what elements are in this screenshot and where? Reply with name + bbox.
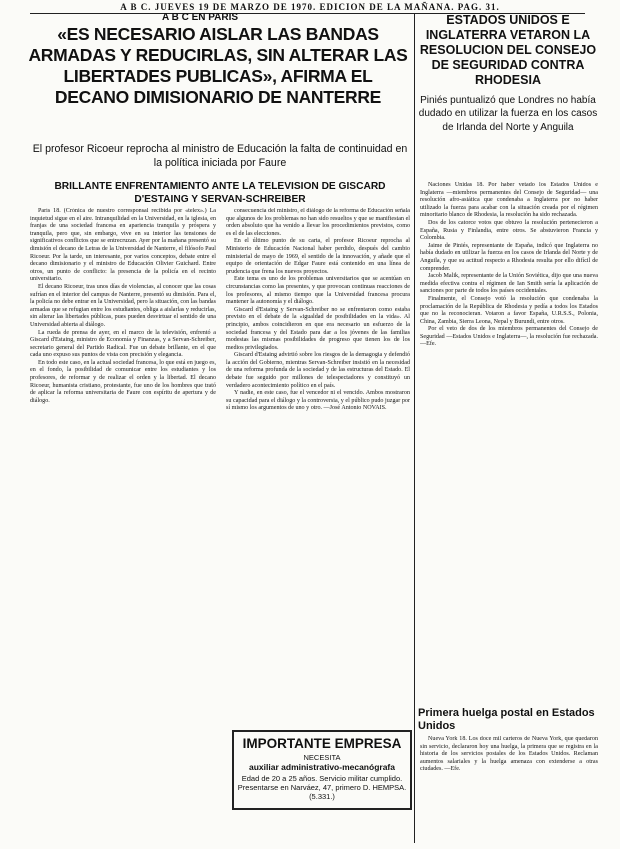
paragraph: Dos de los catorce votos que obtuvo la resolución pertenecieron a España, Rusia y Finlandia, entre otros. Se abstuvieron Francia y Colombia. xyxy=(420,219,598,242)
column-divider xyxy=(414,13,415,843)
paragraph: Giscard d'Estaing y Servan-Schreiber no se enfrentaron como estaba previsto en el debate de la «igualdad de posibilidades en la vida». Al principio, ambos coincidieron en que era necesario un esfuerzo de la sociedad francesa y del Estado para dar a los jóvenes de las familias modestas las mismas posibilidades de progreso que tienen los de los medios privilegiados. xyxy=(226,306,410,351)
right-subtitle: Piniés puntualizó que Londres no había dudado en utilizar la fuerza en los casos de Irlanda del Norte y Anguila xyxy=(418,95,598,133)
right-headline: ESTADOS UNIDOS E INGLATERRA VETARON LA RESOLUCION DEL CONSEJO DE SEGURIDAD CONTRA RHODESIA xyxy=(419,13,597,87)
paragraph: En todo este caso, en la actual sociedad francesa, lo que está en juego es, en el fondo, la posibilidad de comunicar entre los estudiantes y los profesores, de reformar y de realizar el orden y la libertad. El decano Ricoeur, humanista cristiano, protestante, fue uno de los hombres que trató de aplicar la reforma universitaria de Faure con espíritu de apertura y de diálogo. xyxy=(30,359,216,404)
main-column-1 xyxy=(30,208,216,848)
page-header: A B C. JUEVES 19 DE MARZO DE 1970. EDICION DE LA MAÑANA. PAG. 31. xyxy=(120,2,500,12)
paragraph: En el último punto de su carta, el profesor Ricoeur reprocha al Ministerio de Educación Nacional haber perdido, después del cambio ministerial de mayo de 1969, el sentido de la innovación, y añade que el equipo de orientación de Edgar Faure está contenido en una línea de prudencia que frena los nuevos proyectos. xyxy=(226,238,410,275)
paragraph: Naciones Unidas 18. Por haber vetado los Estados Unidos e Inglaterra —miembros permanentes del Consejo de Seguridad— una resolución afro-asiática que condenaba a Inglaterra por no haber utilizado la fuerza para acabar con la situación creada por el régimen minoritario blanco de Rhodesia, la resolución ha sido rechazada. xyxy=(420,182,598,219)
paragraph: Giscard d'Estaing advirtió sobre los riesgos de la demagogia y defendió la acción del Gobierno, mientras Servan-Schreiber insistió en la necesidad de una reforma profunda de la sociedad y de las estructuras del Estado. El debate fue seguido por millones de telespectadores y constituyó un verdadero acontecimiento político en el país. xyxy=(226,352,410,389)
paragraph: Finalmente, el Consejo votó la resolución que condenaba la proclamación de la República de Rhodesia y pedía a todos los Estados que no la reconocieran. Votaron a favor España, U.R.S.S., Polonia, China, Zambia, Sierra Leona, Nepal y Burundi, entre otros. xyxy=(420,295,598,325)
section-label: A B C EN PARIS xyxy=(161,12,239,23)
paragraph: Jaime de Piniés, representante de España, indicó que Inglaterra no había dudado en utilizar la fuerza en los casos de Irlanda del Norte y de Anguila, y que su actitud respecto a Rhodesia resulta por ello difícil de comprender. xyxy=(420,242,598,272)
main-subtitle: El profesor Ricoeur reprocha al ministro de Educación la falta de continuidad en la política iniciada por Faure xyxy=(32,143,408,169)
ad-title: IMPORTANTE EMPRESA xyxy=(242,736,402,751)
main-column-2 xyxy=(226,208,410,724)
ad-line-1: NECESITA xyxy=(303,753,341,762)
paragraph: Nueva York 18. Los doce mil carteros de Nueva York, que quedaron sin servicio, declararon hoy una huelga, la primera que se registra en la historia de los servicios postales de los Estados Unidos. Reclaman aumentos salariales y la huelga amenaza con extenderse a otras ciudades. —Efe. xyxy=(420,736,598,773)
ad-line-2: auxiliar administrativo-mecanógrafa xyxy=(249,762,395,772)
main-headline: «ES NECESARIO AISLAR LAS BANDAS ARMADAS Y REDUCIRLAS, SIN ALTERAR LAS LIBERTADES PUBLICAS», AFIRMA EL DECANO DIMISIONARIO DE NANTERRE xyxy=(28,24,408,107)
paragraph: Por el veto de dos de los miembros permanentes del Consejo de Seguridad —Estados Unidos e Inglaterra—, la resolución fue rechazada. —Efe. xyxy=(420,326,598,348)
paragraph: Y nadie, en este caso, fue el vencedor ni el vencido. Ambos mostraron su capacidad para el diálogo y la controversia, y el público pudo juzgar por sí mismo los argumentos de uno y otro. —José Antonio NOVAIS. xyxy=(226,390,410,412)
paragraph: La rueda de prensa de ayer, en el marco de la televisión, enfrentó a Giscard d'Estaing, ministro de Economía y Finanzas, y a Servan-Schreiber, secretario general del Partido Radical. Fue un debate brillante, en el que cada uno expuso sus puntos de vista con precisión y elegancia. xyxy=(30,329,216,359)
paragraph: El decano Ricoeur, tras unos días de violencias, al conocer que las cosas sufrían en el interior del campus de Nanterre, presentó su dimisión. Para el, la policía no debe entrar en la Universidad, pero la situación, con las bandas armadas que se refugian entre los estudiantes, obliga a aislarlas y reducirlas, sin alterar las libertades públicas, pues pueden desvirtuar el sentido de una Universidad abierta al diálogo. xyxy=(30,283,216,328)
right-column xyxy=(420,182,598,702)
main-subtitle-2: BRILLANTE ENFRENTAMIENTO ANTE LA TELEVISION DE GISCARD D'ESTAING Y SERVAN-SCHREIBER xyxy=(54,181,386,205)
classified-ad xyxy=(232,730,412,810)
paragraph: París 18. (Crónica de nuestro corresponsal recibida por «telex».) La inquietud sigue en el aire. Intranquilidad en la Universidad, en la iglesia, en franjas de una sociedad francesa en apariencia tranquila y próspera y tranquila, pero que, sin embargo, vive en su interior las tensiones de significativos conflictos que se entrecruzan. Ayer por la mañana presentó su dimisión el decano de Letras de la Universidad de Nanterre, el filósofo Paul Ricoeur. Por la tarde, un interesante, por varios conceptos, debate entre el decano dimisionario y el ministro de Educación Olivier Guichard. Entre otros, un punto de conflicto: la presencia de la policía en el recinto universitario. xyxy=(30,208,216,283)
paragraph: Este tema es uno de los problemas universitarios que se acentúan en circunstancias como las presentes, y que provocan continuas reacciones de los profesores, al mismo tiempo que la Universidad francesa procura mantener la autonomía y el diálogo. xyxy=(226,276,410,306)
paragraph: Jacob Malik, representante de la Unión Soviética, dijo que una nueva medida efectiva contra el régimen de Ian Smith sería la aplicación de sanciones por parte de todos los países occidentales. xyxy=(420,273,598,295)
right-headline-2: Primera huelga postal en Estados Unidos xyxy=(418,707,595,732)
paragraph: consecuencia del ministro, el diálogo de la reforma de Educación señala que algunos de los problemas no han sido resueltos y que se manifiestan el orden absoluto que ha venido a llevar los procedimientos previstos, como es el de las elecciones. xyxy=(226,208,410,237)
right-column-2 xyxy=(420,736,598,844)
ad-line-3: Edad de 20 a 25 años. Servicio militar cumplido. Presentarse en Narváez, 47, primero D. HEMPSA. (5.331.) xyxy=(237,774,407,801)
